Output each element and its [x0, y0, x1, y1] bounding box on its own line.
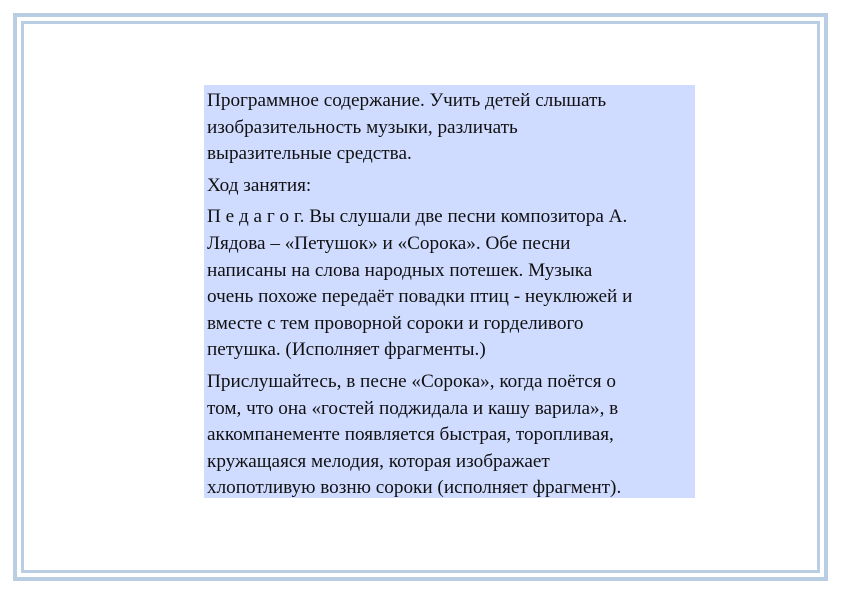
text-line: вместе с тем проворной сороки и горделивого [207, 312, 584, 334]
paragraph-listening-task [207, 369, 692, 502]
text-line: написаны на слова народных потешек. Музыка [207, 259, 593, 281]
paragraph-teacher-speech [207, 204, 692, 364]
text-line: аккомпанементе появляется быстрая, торопливая, [207, 424, 614, 446]
paragraph-program-content [207, 88, 692, 168]
text-line: Ход занятия: [207, 174, 312, 196]
text-line: том, что она «гостей поджидала и кашу варила», в [207, 397, 619, 419]
text-line: изобразительность музыки, различать [207, 116, 518, 138]
text-line: Лядова – «Петушок» и «Сорока». Обе песни [207, 232, 571, 254]
text-line: кружащаяся мелодия, которая изображает [207, 450, 550, 472]
text-line: петушка. (Исполняет фрагменты.) [207, 339, 486, 361]
lesson-text-box [204, 85, 695, 498]
text-line: П е д а г о г. Вы слушали две песни композитора А. [207, 206, 628, 228]
text-line: Прислушайтесь, в песне «Сорока», когда поётся о [207, 370, 616, 392]
text-line: очень похоже передаёт повадки птиц - неуклюжей и [207, 286, 633, 308]
text-line: выразительные средства. [207, 143, 412, 165]
paragraph-lesson-heading [207, 173, 692, 200]
text-line: хлопотливую возню сороки (исполняет фрагмент). [207, 477, 622, 499]
text-line: Программное содержание. Учить детей слышать [207, 90, 607, 111]
